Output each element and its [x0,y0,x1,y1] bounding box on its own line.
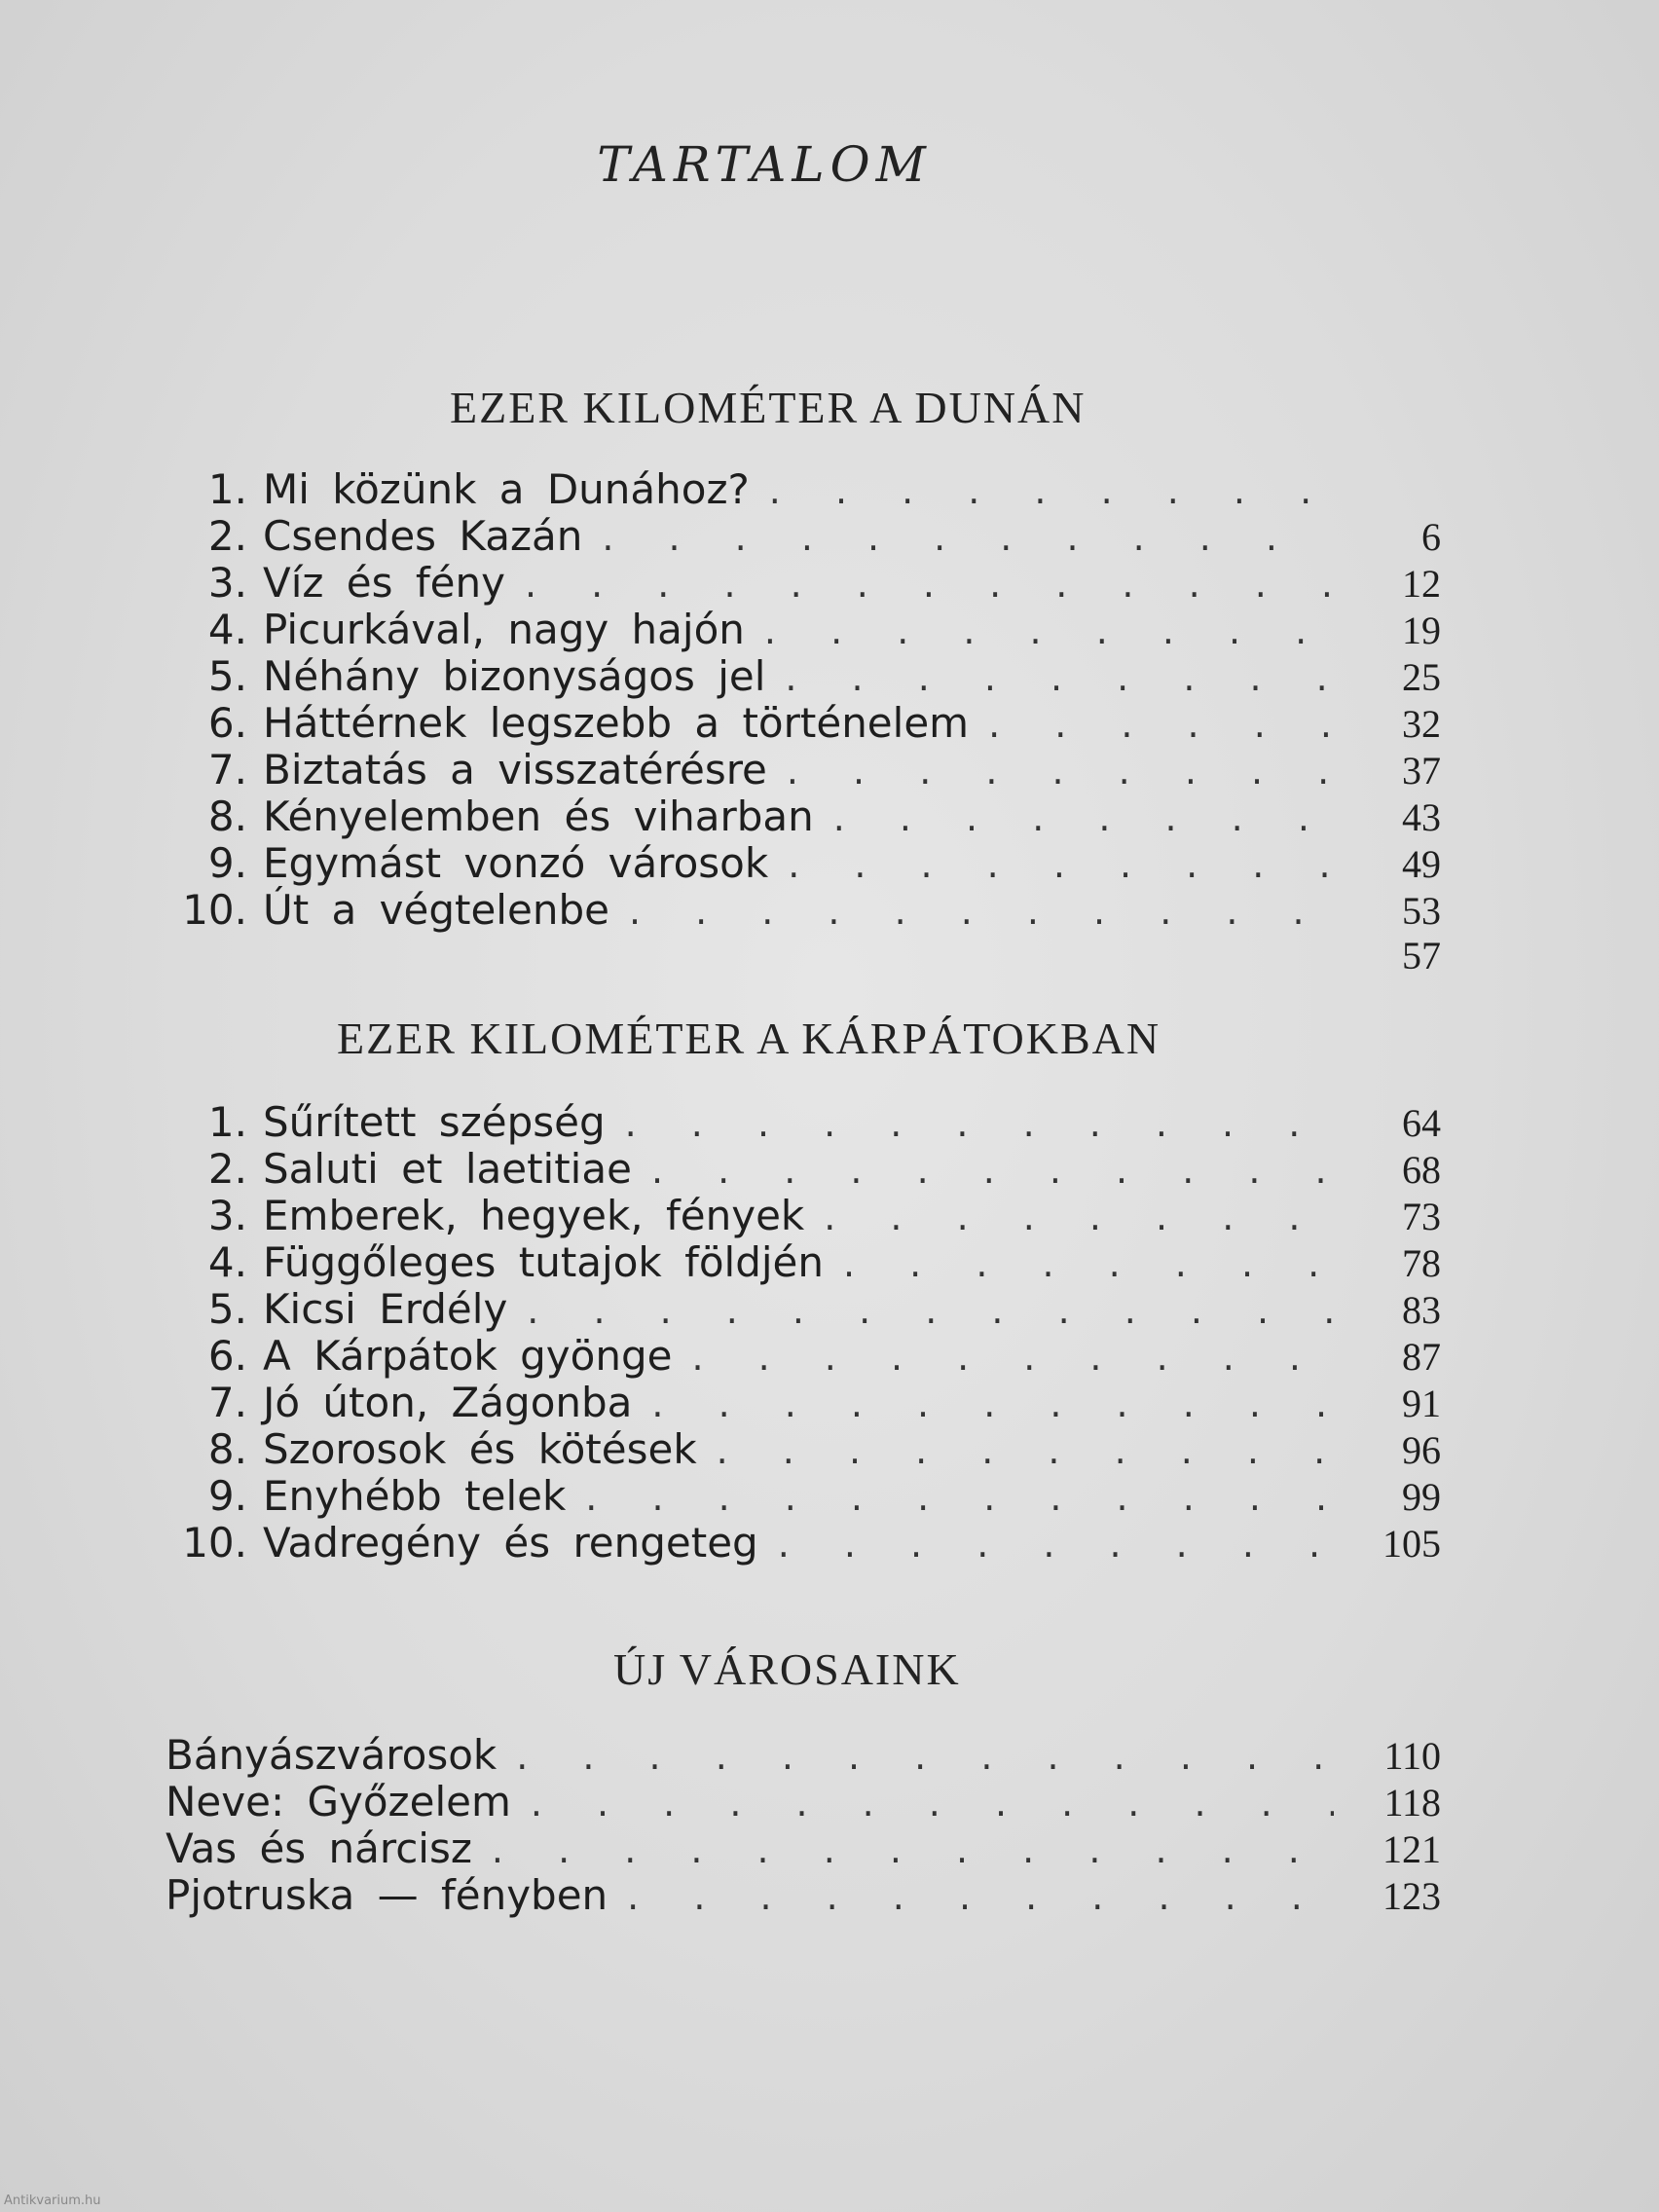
dot-leader [764,607,1334,653]
entry-number: 5. [207,652,247,700]
entry-title: Sűrített szépség [263,1098,606,1146]
dot-leader [492,1825,1334,1872]
dot-leader [787,747,1334,793]
entry-number: 4. [207,1238,247,1286]
dot-leader [651,1146,1334,1193]
entry-page: 57 [1402,934,1441,977]
entry-number: 8. [207,793,247,840]
entry-title: Bányászvárosok [166,1731,498,1779]
dot-leader [627,1872,1334,1919]
section-heading-uj-varosaink: ÚJ VÁROSAINK [613,1644,961,1694]
entry-title: Kicsi Erdély [263,1285,508,1333]
watermark-text: Antikvarium.hu [4,2194,101,2208]
dot-leader [769,466,1334,513]
section-heading-duna: EZER KILOMÉTER A DUNÁN [450,383,1087,432]
toc-entry [166,1778,1441,1825]
entry-title: Pjotruska — fényben [166,1871,608,1919]
entry-page: 91 [1402,1382,1441,1425]
entry-page: 19 [1402,608,1441,652]
toc-entry [166,1472,1441,1519]
entry-page: 121 [1382,1827,1441,1871]
toc-entry [166,1192,1441,1238]
dot-leader [778,1520,1334,1567]
entry-page: 105 [1382,1522,1441,1566]
entry-title: Biztatás a visszatérésre [263,746,767,793]
entry-page: 110 [1383,1734,1441,1778]
dot-leader [691,1333,1334,1380]
toc-section-karpatok [166,1098,1441,1566]
entry-page: 123 [1382,1874,1441,1918]
entry-title: Emberek, hegyek, fények [263,1192,805,1239]
entry-page: 73 [1402,1195,1441,1238]
entry-page: 6 [1421,515,1441,559]
dot-leader [531,1779,1334,1825]
dot-leader [585,1473,1334,1520]
entry-page: 64 [1402,1101,1441,1145]
entry-title: Néhány bizonyságos jel [263,652,766,700]
toc-entry [166,839,1441,886]
entry-number: 1. [207,465,247,513]
dot-leader [651,1380,1334,1426]
entry-number: 4. [207,606,247,653]
entry-number: 5. [207,1285,247,1333]
toc-entry [166,559,1441,606]
dot-leader [785,653,1334,700]
toc-entry [166,1238,1441,1285]
entry-number: 3. [207,559,247,607]
entry-page: 12 [1402,562,1441,606]
dot-leader [988,700,1334,747]
dot-leader [602,513,1334,560]
toc-entry [166,652,1441,699]
entry-number: 6. [207,699,247,747]
toc-section-uj-varosaink [166,1731,1441,1918]
entry-title: Vas és nárcisz [166,1825,472,1872]
entry-title: Kényelemben és viharban [263,793,814,840]
entry-title: A Kárpátok gyönge [263,1332,673,1380]
dot-leader [833,793,1334,840]
entry-title: Picurkával, nagy hajón [263,606,745,653]
dot-leader [788,840,1334,887]
entry-number: 2. [207,512,247,560]
entry-page: 99 [1402,1475,1441,1519]
entry-page: 37 [1402,749,1441,793]
entry-number: 2. [207,1145,247,1193]
entry-title: Egymást vonzó városok [263,839,769,887]
dot-leader [527,1286,1334,1333]
toc-entry [166,1145,1441,1192]
entry-number: 10. [182,1519,247,1567]
toc-entry [166,1098,1441,1145]
section-heading-karpatok: EZER KILOMÉTER A KÁRPÁTOKBAN [337,1014,1161,1063]
entry-title: Vadregény és rengeteg [263,1519,758,1567]
entry-page: 87 [1402,1335,1441,1379]
toc-entry [166,933,1441,977]
entry-number: 6. [207,1332,247,1380]
dot-leader [625,1099,1334,1146]
entry-title: Mi közünk a Dunához? [263,465,750,513]
entry-title: Víz és fény [263,559,505,607]
toc-entry [166,746,1441,793]
dot-leader [824,1193,1334,1239]
entry-page: 68 [1402,1148,1441,1192]
dot-leader [717,1426,1334,1473]
dot-leader [843,1239,1334,1286]
entry-number: 7. [207,746,247,793]
page-title: TARTALOM [597,136,932,193]
entry-title: Enyhébb telek [263,1472,567,1520]
entry-title: Háttérnek legszebb a történelem [263,699,970,747]
toc-entry [166,793,1441,839]
toc-entry [166,1425,1441,1472]
entry-title: Csendes Kazán [263,512,583,560]
entry-page: 32 [1402,702,1441,746]
toc-entry [166,1379,1441,1425]
entry-title: Saluti et laetitiae [263,1145,632,1193]
entry-number: 9. [207,839,247,887]
entry-number: 10. [182,886,247,934]
entry-number: 8. [207,1425,247,1473]
toc-entry [166,1731,1441,1778]
entry-title: Út a végtelenbe [263,886,609,934]
entry-page: 43 [1402,795,1441,839]
entry-title: Jó úton, Zágonba [263,1379,633,1426]
entry-title: Szorosok és kötések [263,1425,697,1473]
entry-title: Neve: Győzelem [166,1778,511,1825]
toc-entry [166,1332,1441,1379]
entry-number: 7. [207,1379,247,1426]
toc-entry [166,886,1441,933]
toc-entry [166,512,1441,559]
entry-page: 96 [1402,1428,1441,1472]
entry-page: 78 [1402,1241,1441,1285]
toc-entry [166,1871,1441,1918]
toc-entry [166,606,1441,652]
toc-section-duna [166,465,1441,977]
entry-number: 9. [207,1472,247,1520]
entry-number: 3. [207,1192,247,1239]
entry-page: 53 [1402,889,1441,933]
toc-entry [166,1825,1441,1871]
entry-page: 49 [1402,842,1441,886]
dot-leader [516,1732,1334,1779]
entry-page: 83 [1402,1288,1441,1332]
entry-number: 1. [207,1098,247,1146]
entry-title: Függőleges tutajok földjén [263,1238,825,1286]
entry-page: 118 [1383,1781,1441,1825]
dot-leader [525,560,1334,607]
toc-entry [166,699,1441,746]
entry-page: 25 [1402,655,1441,699]
dot-leader [629,887,1334,934]
toc-entry [166,1519,1441,1566]
toc-entry [166,465,1441,512]
toc-entry [166,1285,1441,1332]
